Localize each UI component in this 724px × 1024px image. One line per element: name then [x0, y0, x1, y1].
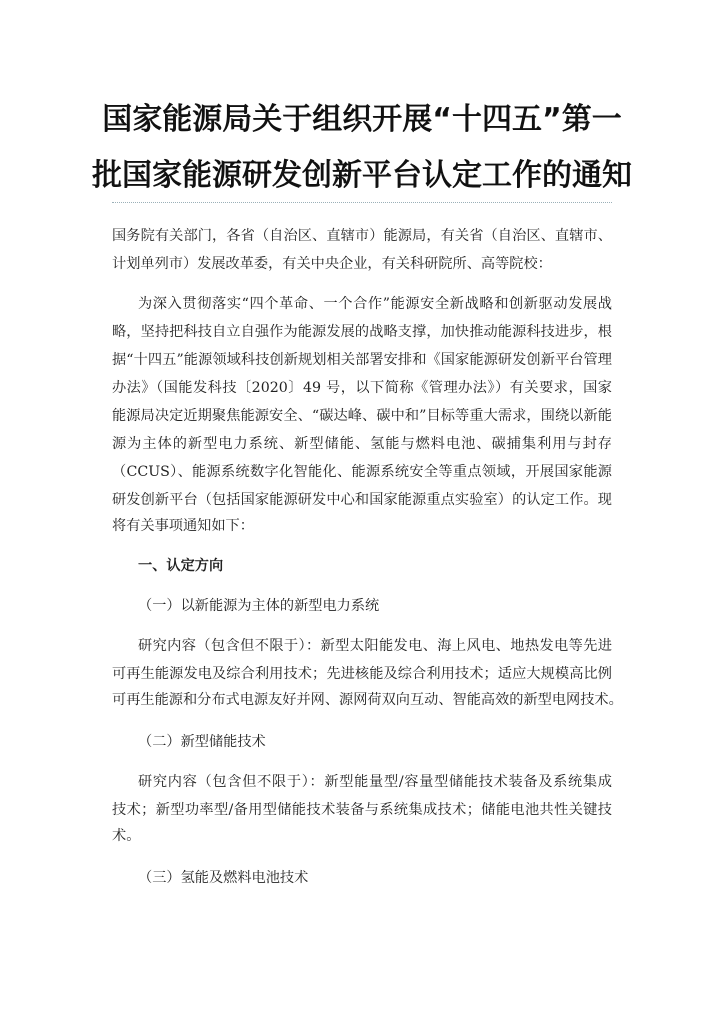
intro-line: 略，坚持把科技自立自强作为能源发展的战略支撑，加快推动能源科技进步，根 — [112, 324, 612, 340]
subsection-heading: （一）以新能源为主体的新型电力系统 — [138, 598, 380, 614]
subsection-line: 术。 — [112, 828, 141, 844]
addressee-line: 国务院有关部门，各省（自治区、直辖市）能源局，有关省（自治区、直辖市、 — [112, 228, 612, 244]
document-title-line-1: 国家能源局关于组织开展“十四五”第一 — [102, 102, 622, 137]
section-heading: 一、认定方向 — [138, 558, 224, 574]
intro-line: 办法》（国能发科技〔2020〕49 号，以下简称《管理办法》）有关要求，国家 — [112, 380, 612, 396]
subsection-line: 研究内容（包含但不限于）：新型太阳能发电、海上风电、地热发电等先进 — [138, 638, 612, 654]
subsection-heading: （二）新型储能技术 — [138, 734, 266, 750]
addressee-line: 计划单列市）发展改革委，有关中央企业，有关科研院所、高等院校： — [112, 256, 552, 272]
intro-line: 源为主体的新型电力系统、新型储能、氢能与燃料电池、碳捕集利用与封存 — [112, 436, 612, 452]
subsection-line: 可再生能源发电及综合利用技术；先进核能及综合利用技术；适应大规模高比例 — [112, 666, 612, 682]
intro-line: 为深入贯彻落实“四个革命、一个合作”能源安全新战略和创新驱动发展战 — [138, 296, 612, 312]
subsection-line: 可再生能源和分布式电源友好并网、源网荷双向互动、智能高效的新型电网技术。 — [112, 692, 623, 708]
document-title-line-2: 批国家能源研发创新平台认定工作的通知 — [92, 158, 632, 193]
intro-line: 研发创新平台（包括国家能源研发中心和国家能源重点实验室）的认定工作。现 — [112, 492, 612, 508]
intro-line: 将有关事项通知如下： — [112, 518, 254, 534]
intro-line: 据“十四五”能源领域科技创新规划相关部署安排和《国家能源研发创新平台管理 — [112, 352, 612, 368]
subsection-heading: （三）氢能及燃料电池技术 — [138, 870, 309, 886]
subsection-line: 研究内容（包含但不限于）：新型能量型/容量型储能技术装备及系统集成 — [138, 774, 612, 790]
intro-line: 能源局决定近期聚焦能源安全、“碳达峰、碳中和”目标等重大需求，围绕以新能 — [112, 408, 612, 424]
subsection-line: 技术；新型功率型/备用型储能技术装备与系统集成技术；储能电池共性关键技 — [112, 802, 612, 818]
title-divider — [112, 202, 612, 203]
intro-line: （CCUS）、能源系统数字化智能化、能源系统安全等重点领域，开展国家能源 — [112, 464, 612, 480]
